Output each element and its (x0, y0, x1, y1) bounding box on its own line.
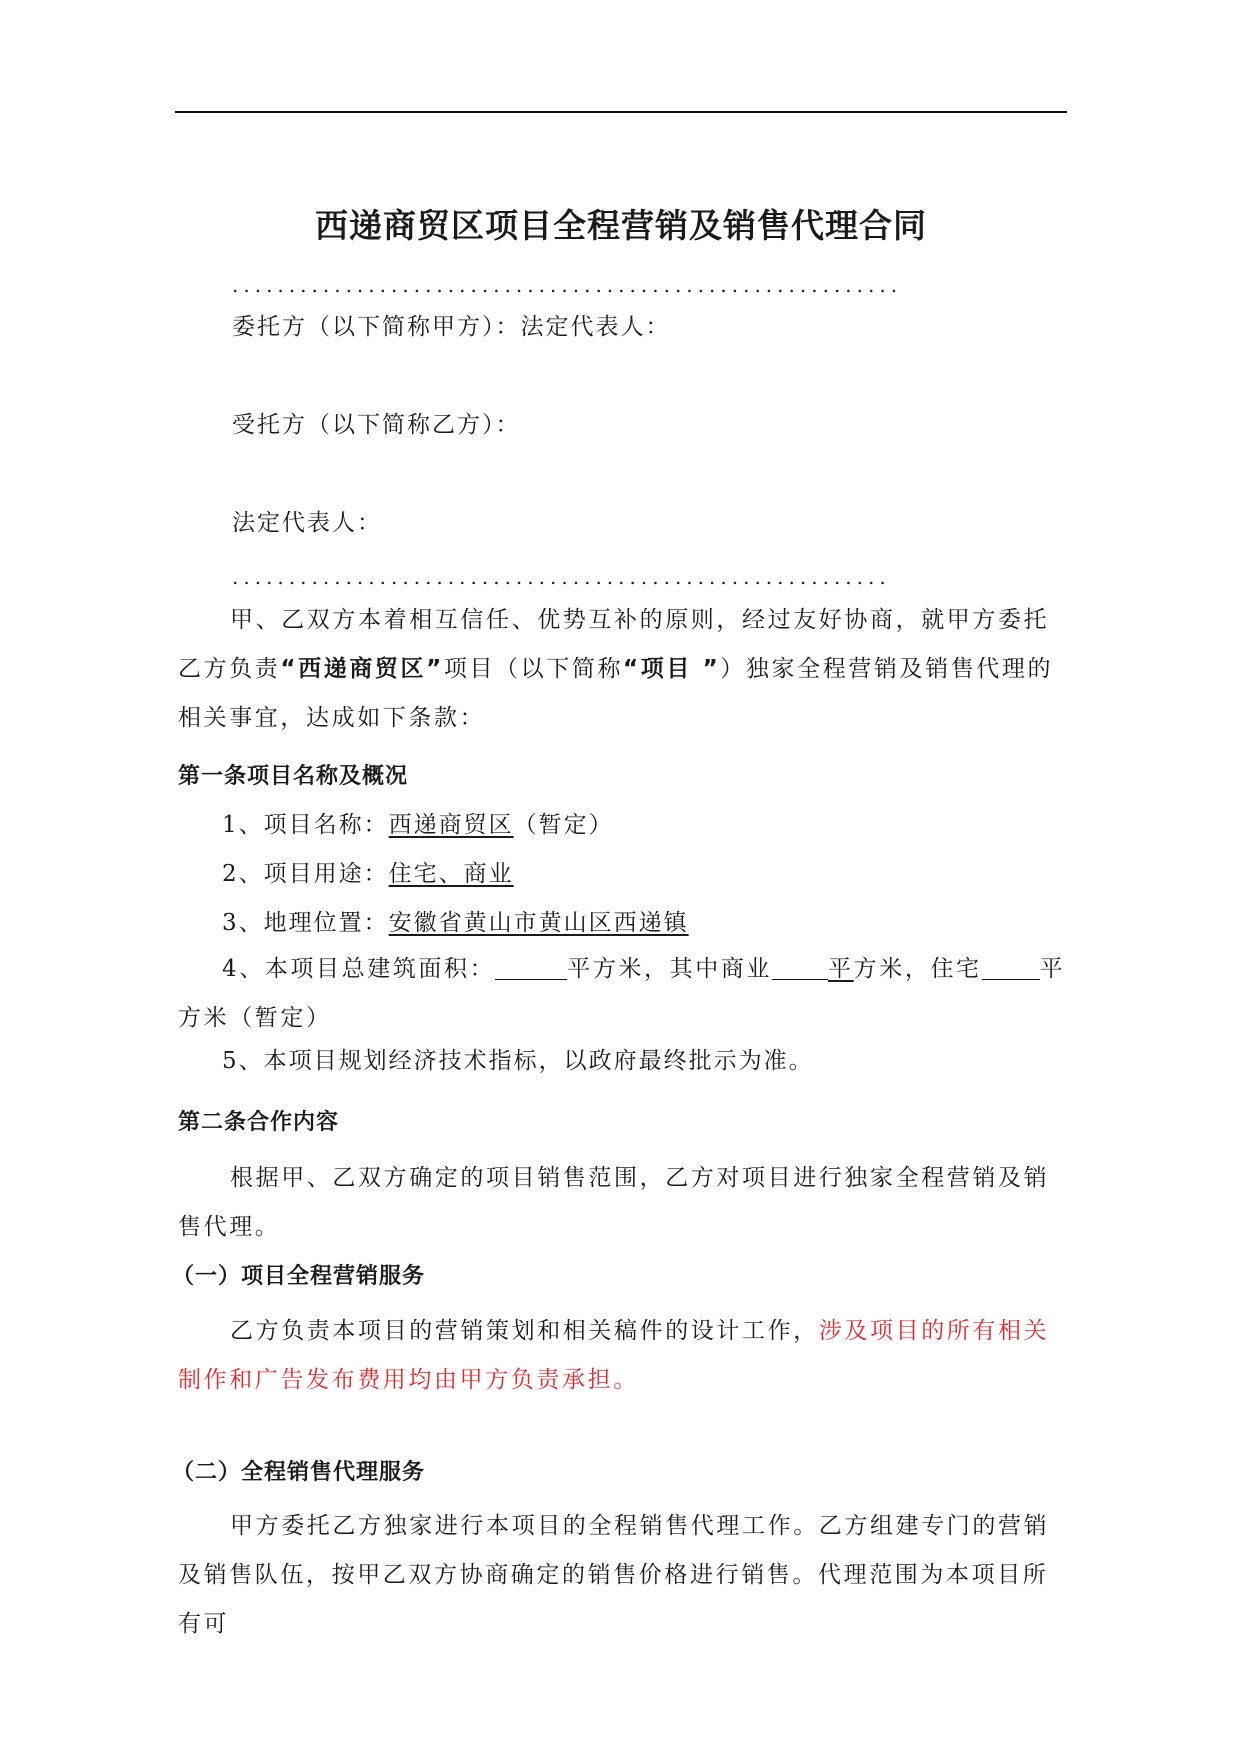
sub-2-heading: （二）全程销售代理服务 (172, 1460, 426, 1485)
item-location (222, 908, 689, 938)
item-label: 1、项目名称： (222, 812, 389, 838)
blank-total-area (495, 955, 567, 980)
party-a-line: 委托方（以下简称甲方）：法定代表人： (232, 314, 671, 340)
article-1-heading: 第一条项目名称及概况 (178, 764, 409, 789)
blank-residential-area (982, 955, 1040, 980)
item-value: 住宅、商业 (388, 861, 514, 887)
item-suffix: （暂定） (513, 812, 614, 838)
project-name-quote: “西递商贸区” (280, 656, 444, 682)
dotted-separator: .......................................................... (232, 567, 891, 587)
intro-text: 项目（以下简称 (443, 656, 624, 682)
item-text: 方米，住宅 (853, 956, 982, 982)
intro-text: ）独家全程营销及销售代理的相关事宜，达成如下条款： (178, 656, 1054, 731)
sub-1-body: 乙方负责本项目的营销策划和相关稿件的设计工作， (230, 1318, 819, 1344)
intro-text: 甲、乙双方本着相互信任、优势互补的原则，经过友好协商，就甲方委托乙方负责 (178, 607, 1050, 682)
item-text: 平方米（暂定） (178, 956, 1066, 1031)
blank-commercial-area (772, 955, 828, 980)
project-abbrev-quote: “项目 ” (623, 656, 721, 682)
item-project-name (222, 810, 614, 840)
item-value: 安徽省黄山市黄山区西递镇 (388, 910, 689, 936)
header-rule (175, 111, 1067, 113)
article-2-text: 根据甲、乙双方确定的项目销售范围，乙方对项目进行独家全程营销及销售代理。 (178, 1165, 1050, 1240)
item-text: 平方米，其中商业 (567, 956, 773, 982)
article-2-heading: 第二条合作内容 (178, 1110, 340, 1135)
item-label: 2、项目用途： (222, 861, 389, 887)
sub-1-highlight: 涉及项目的所有相关制作和广告发布费用均由甲方负责承担。 (178, 1318, 1050, 1393)
intro-paragraph (178, 596, 1066, 743)
dotted-separator: ........................................................... (232, 275, 903, 295)
item-text: 平 (828, 956, 854, 982)
sub-1-heading: （一）项目全程营销服务 (172, 1264, 426, 1289)
legal-rep-line: 法定代表人： (232, 510, 382, 536)
item-area (178, 945, 1066, 1043)
sub-1-text (178, 1307, 1066, 1405)
sub-2-text: 甲方委托乙方独家进行本项目的全程销售代理工作。乙方组建专门的营销及销售队伍，按甲乙双方协商确定的销售价格进行销售。代理范围为本项目所有可 (178, 1513, 1050, 1637)
party-b-line: 受托方（以下简称乙方）： (232, 412, 521, 438)
item-label: 4、本项目总建筑面积： (222, 956, 496, 982)
item-value: 西递商贸区 (388, 812, 514, 838)
item-label: 3、地理位置： (222, 910, 389, 936)
item-planning: 5、本项目规划经济技术指标，以政府最终批示为准。 (222, 1048, 814, 1074)
item-project-use (222, 859, 514, 889)
document-title: 西递商贸区项目全程营销及销售代理合同 (315, 206, 927, 245)
